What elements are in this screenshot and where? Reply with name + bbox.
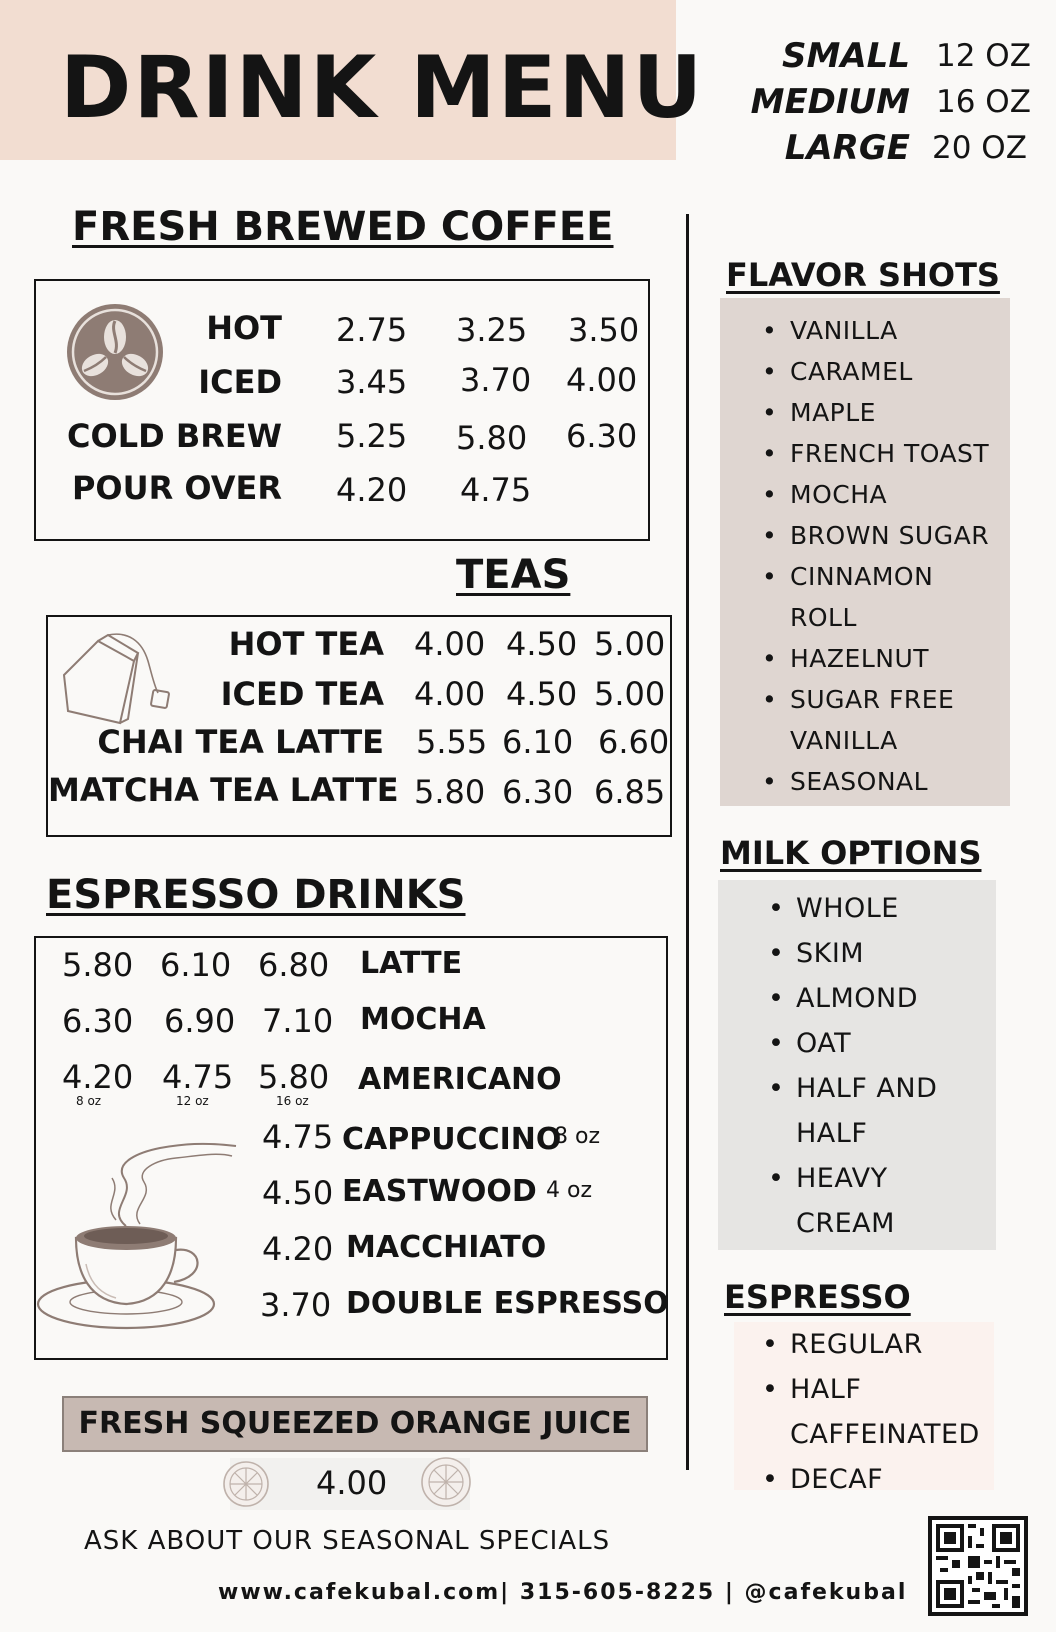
coffee-price: 2.75 bbox=[336, 311, 408, 349]
coffee-cup-icon bbox=[36, 1134, 252, 1340]
espresso-price: 4.20 bbox=[262, 1230, 334, 1268]
espresso-drink-label: AMERICANO bbox=[358, 1062, 562, 1097]
espresso-drink-label: EASTWOOD bbox=[342, 1174, 537, 1209]
tea-price: 5.55 bbox=[416, 723, 488, 761]
size-large-oz: 20 OZ bbox=[932, 130, 1027, 166]
list-item: • DECAF bbox=[762, 1457, 980, 1502]
milk-options-panel bbox=[718, 880, 996, 1250]
list-item: • WHOLE bbox=[768, 886, 937, 931]
size-small-label: SMALL bbox=[782, 36, 910, 76]
list-item: • HEAVY CREAM bbox=[768, 1156, 937, 1246]
list-item: • SKIM bbox=[768, 931, 937, 976]
espresso-drink-label: MACCHIATO bbox=[346, 1230, 547, 1265]
list-item: • HALF CAFFEINATED bbox=[762, 1367, 980, 1457]
list-item: • SEASONAL bbox=[762, 761, 989, 802]
teas-heading: TEAS bbox=[456, 552, 571, 598]
tea-price: 4.50 bbox=[506, 625, 578, 663]
flavor-shots-heading: FLAVOR SHOTS bbox=[726, 256, 1000, 294]
espresso-drink-label: LATTE bbox=[360, 946, 463, 981]
size-small-oz: 12 OZ bbox=[936, 38, 1031, 74]
seasonal-specials-note: ASK ABOUT OUR SEASONAL SPECIALS bbox=[84, 1526, 611, 1556]
tea-row-label: HOT TEA bbox=[228, 625, 384, 663]
tea-row-label: MATCHA TEA LATTE bbox=[48, 771, 399, 809]
size-note: 8 oz bbox=[76, 1094, 102, 1108]
size-note: 16 oz bbox=[276, 1094, 309, 1108]
espresso-price: 5.80 bbox=[62, 946, 134, 984]
tea-price: 5.00 bbox=[594, 625, 666, 663]
tea-row-label: CHAI TEA LATTE bbox=[97, 723, 384, 761]
qr-code-icon bbox=[928, 1516, 1028, 1616]
orange-slice-icon bbox=[414, 1454, 478, 1510]
espresso-price: 4.75 bbox=[262, 1118, 334, 1156]
tea-price: 6.30 bbox=[502, 773, 574, 811]
espresso-options-list bbox=[762, 1322, 980, 1502]
coffee-box bbox=[34, 279, 650, 541]
coffee-price: 3.50 bbox=[568, 311, 640, 349]
list-item: • CINNAMON ROLL bbox=[762, 556, 989, 638]
tea-price: 6.10 bbox=[502, 723, 574, 761]
tea-price: 4.00 bbox=[414, 625, 486, 663]
list-item: • ALMOND bbox=[768, 976, 937, 1021]
size-medium-label: MEDIUM bbox=[750, 82, 910, 122]
espresso-price: 4.50 bbox=[262, 1174, 334, 1212]
espresso-size-note: 8 oz bbox=[554, 1124, 600, 1149]
espresso-drink-label: MOCHA bbox=[360, 1002, 486, 1037]
list-item: • HAZELNUT bbox=[762, 638, 989, 679]
espresso-price: 6.90 bbox=[164, 1002, 236, 1040]
tea-row-label: ICED TEA bbox=[220, 675, 384, 713]
coffee-price: 4.75 bbox=[460, 471, 532, 509]
espresso-price: 5.80 bbox=[258, 1058, 330, 1096]
tea-price: 6.60 bbox=[598, 723, 670, 761]
size-note: 12 oz bbox=[176, 1094, 209, 1108]
size-medium-oz: 16 OZ bbox=[936, 84, 1031, 120]
espresso-price: 4.75 bbox=[162, 1058, 234, 1096]
coffee-price: 3.25 bbox=[456, 311, 528, 349]
list-item: • MAPLE bbox=[762, 392, 989, 433]
size-large-label: LARGE bbox=[784, 128, 910, 168]
flavor-shots-list bbox=[762, 310, 989, 802]
list-item: • VANILLA bbox=[762, 310, 989, 351]
espresso-price: 7.10 bbox=[262, 1002, 334, 1040]
espresso-price: 3.70 bbox=[260, 1286, 332, 1324]
orange-juice-band bbox=[62, 1396, 648, 1452]
tea-price: 4.50 bbox=[506, 675, 578, 713]
espresso-price: 6.10 bbox=[160, 946, 232, 984]
tea-price: 5.80 bbox=[414, 773, 486, 811]
espresso-drink-label: DOUBLE ESPRESSO bbox=[346, 1286, 669, 1321]
milk-options-list bbox=[768, 886, 937, 1246]
list-item: • BROWN SUGAR bbox=[762, 515, 989, 556]
orange-juice-price: 4.00 bbox=[316, 1464, 388, 1502]
coffee-row-label: HOT bbox=[206, 309, 282, 347]
tea-price: 4.00 bbox=[414, 675, 486, 713]
espresso-options-heading: ESPRESSO bbox=[724, 1278, 911, 1316]
espresso-price: 4.20 bbox=[62, 1058, 134, 1096]
coffee-row-label: ICED bbox=[198, 363, 282, 401]
espresso-size-note: 4 oz bbox=[546, 1178, 592, 1203]
contact-line: www.cafekubal.com| 315-605-8225 | @cafekubal bbox=[218, 1580, 908, 1605]
coffee-price: 5.25 bbox=[336, 417, 408, 455]
list-item: • REGULAR bbox=[762, 1322, 980, 1367]
espresso-drink-label: CAPPUCCINO bbox=[342, 1122, 562, 1157]
list-item: • HALF AND HALF bbox=[768, 1066, 937, 1156]
list-item: • OAT bbox=[768, 1021, 937, 1066]
coffee-price: 6.30 bbox=[566, 417, 638, 455]
list-item: • SUGAR FREE VANILLA bbox=[762, 679, 989, 761]
tea-price: 6.85 bbox=[594, 773, 666, 811]
coffee-price: 5.80 bbox=[456, 419, 528, 457]
coffee-price: 4.00 bbox=[566, 361, 638, 399]
espresso-price: 6.80 bbox=[258, 946, 330, 984]
coffee-price: 3.70 bbox=[460, 361, 532, 399]
menu-title: DRINK MENU bbox=[60, 38, 705, 138]
coffee-heading: FRESH BREWED COFFEE bbox=[72, 204, 614, 250]
espresso-drinks-heading: ESPRESSO DRINKS bbox=[46, 872, 466, 918]
flavor-shots-panel bbox=[720, 298, 1010, 806]
coffee-row-label: COLD BREW bbox=[67, 417, 282, 455]
coffee-row-label: POUR OVER bbox=[71, 469, 282, 507]
espresso-options-panel bbox=[734, 1322, 994, 1495]
list-item: • CARAMEL bbox=[762, 351, 989, 392]
list-item: • FRENCH TOAST bbox=[762, 433, 989, 474]
milk-options-heading: MILK OPTIONS bbox=[720, 834, 982, 872]
orange-slice-icon bbox=[216, 1458, 276, 1510]
coffee-price: 4.20 bbox=[336, 471, 408, 509]
espresso-price: 6.30 bbox=[62, 1002, 134, 1040]
list-item: • MOCHA bbox=[762, 474, 989, 515]
coffee-price: 3.45 bbox=[336, 363, 408, 401]
teas-box bbox=[46, 615, 672, 837]
orange-juice-label: FRESH SQUEEZED ORANGE JUICE bbox=[78, 1406, 632, 1441]
column-divider bbox=[686, 214, 689, 1470]
tea-price: 5.00 bbox=[594, 675, 666, 713]
size-legend bbox=[690, 36, 1030, 166]
espresso-drinks-box bbox=[34, 936, 668, 1360]
